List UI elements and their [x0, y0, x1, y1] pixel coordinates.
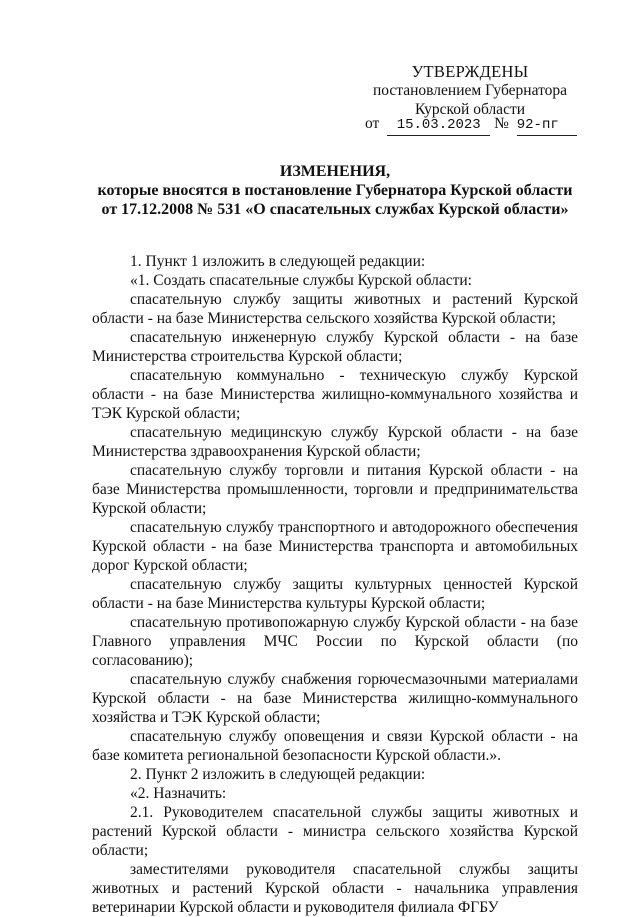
paragraph: 2.1. Руководителем спасательной службы защиты животных и растений Курской области - министра сельского хозяйства Курской области; — [92, 804, 578, 859]
heading-title: ИЗМЕНЕНИЯ, — [279, 163, 391, 180]
paragraph: спасательную службу защиты культурных ценностей Курской области - на базе Министерства культуры Курской области; — [92, 576, 578, 612]
paragraph: «2. Назначить: — [130, 785, 227, 802]
approval-block — [360, 62, 580, 119]
paragraph: спасательную медицинскую службу Курской области - на базе Министерства здравоохранения Курской области; — [92, 424, 578, 460]
paragraph: спасательную службу защиты животных и растений Курской области - на базе Министерства сельского хозяйства Курской области; — [92, 291, 578, 327]
paragraph: спасательную службу торговли и питания Курской области - на базе Министерства промышленности, торговли и предпринимательства Курской области; — [92, 462, 578, 517]
paragraph: спасательную службу транспортного и автодорожного обеспечения Курской области - на базе Министерства транспорта и автомобильных дорог Курской области; — [92, 519, 578, 574]
approval-date: 15.03.2023 — [387, 116, 490, 136]
paragraph: 2. Пункт 2 изложить в следующей редакции: — [130, 766, 426, 783]
paragraph: спасательную инженерную службу Курской области - на базе Министерства строительства Курской области; — [92, 329, 578, 365]
paragraph: спасательную службу снабжения горючесмазочными материалами Курской области - на базе Министерства жилищно-коммунального хозяйства и ТЭК Курской области; — [92, 671, 578, 726]
approval-title: УТВЕРЖДЕНЫ — [411, 62, 529, 81]
paragraph: спасательную противопожарную службу Курской области - на базе Главного управления МЧС России по Курской области (по согласованию); — [92, 614, 578, 669]
approval-number: 92-пг — [517, 116, 577, 136]
paragraph: 1. Пункт 1 изложить в следующей редакции: — [130, 253, 426, 270]
paragraph: спасательную коммунально - техническую службу Курской области - на базе Министерства жилищно-коммунального хозяйства и ТЭК Курской области; — [92, 367, 578, 422]
heading-subtitle: которые вносятся в постановление Губернатора Курской области от 17.12.2008 № 531 «О спасательных службах Курской области» — [97, 182, 573, 218]
approval-line-1: постановлением Губернатора — [372, 82, 568, 99]
document-heading — [90, 162, 580, 219]
paragraph: «1. Создать спасательные службы Курской области: — [130, 272, 472, 289]
date-prefix: от — [365, 115, 380, 132]
approval-date-line — [365, 114, 585, 136]
paragraph: спасательную службу оповещения и связи Курской области - на базе комитета региональной безопасности Курской области.». — [92, 728, 578, 764]
paragraph: заместителями руководителя спасательной службы защиты животных и растений Курской области - начальника управления ветеринарии Курской области и руководителя филиала ФГБУ — [92, 861, 578, 916]
number-prefix: № — [494, 115, 509, 132]
document-body — [92, 252, 578, 917]
approval-line-2: Курской области — [414, 101, 526, 118]
